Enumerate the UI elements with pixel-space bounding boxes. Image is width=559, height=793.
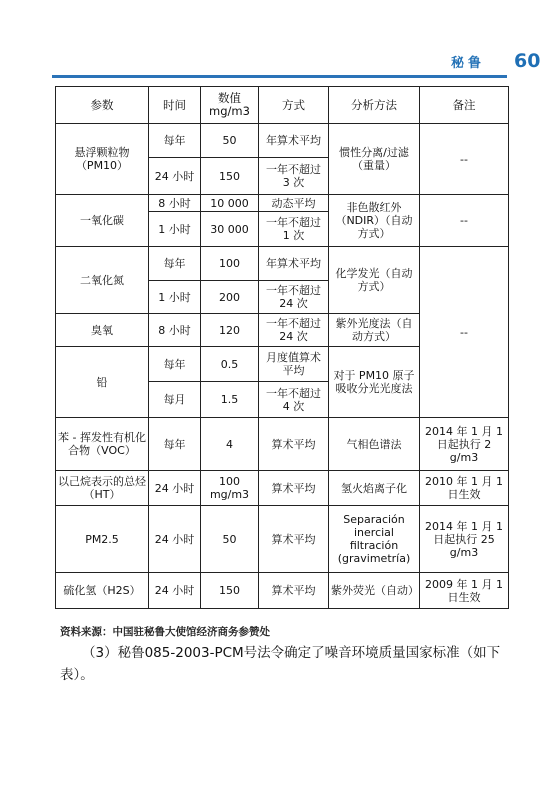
table-row xyxy=(56,471,509,506)
time-cell: 1 小时 xyxy=(149,281,201,314)
method-cell: 算术平均 xyxy=(259,471,329,506)
analysis-cell: 对于 PM10 原子吸收分光光度法 xyxy=(329,347,420,418)
col-header: 备注 xyxy=(420,87,509,124)
value-cell: 10 000 xyxy=(201,195,259,212)
analysis-cell: 紫外荧光（自动） xyxy=(329,573,420,609)
analysis-cell: Separación inercial filtración (gravimetría) xyxy=(329,506,420,573)
time-cell: 24 小时 xyxy=(149,506,201,573)
note-cell: 2009 年 1 月 1 日生效 xyxy=(420,573,509,609)
time-cell: 1 小时 xyxy=(149,212,201,247)
method-cell: 算术平均 xyxy=(259,573,329,609)
table-row xyxy=(56,506,509,573)
col-header: 方式 xyxy=(259,87,329,124)
table-row xyxy=(56,418,509,471)
time-cell: 每月 xyxy=(149,382,201,418)
param-cell: 以己烷表示的总烃（HT） xyxy=(56,471,149,506)
time-cell: 8 小时 xyxy=(149,195,201,212)
value-cell: 50 xyxy=(201,124,259,158)
param-cell: 悬浮颗粒物（PM10） xyxy=(56,124,149,195)
note-cell: -- xyxy=(420,247,509,418)
source-note: 资料来源：中国驻秘鲁大使馆经济商务参赞处 xyxy=(60,626,270,638)
param-cell: 硫化氢（H2S） xyxy=(56,573,149,609)
param-cell: 二氧化氮 xyxy=(56,247,149,314)
value-cell: 30 000 xyxy=(201,212,259,247)
value-cell: 120 xyxy=(201,314,259,347)
air-quality-standards-table xyxy=(55,86,509,609)
note-cell: 2010 年 1 月 1 日生效 xyxy=(420,471,509,506)
page-number: 60 xyxy=(514,50,541,72)
col-header: 数值mg/m3 xyxy=(201,87,259,124)
note-cell: 2014 年 1 月 1 日起执行 2 g/m3 xyxy=(420,418,509,471)
time-cell: 每年 xyxy=(149,247,201,281)
method-cell: 算术平均 xyxy=(259,506,329,573)
method-cell: 年算术平均 xyxy=(259,124,329,158)
note-cell: 2014 年 1 月 1 日起执行 25 g/m3 xyxy=(420,506,509,573)
time-cell: 每年 xyxy=(149,124,201,158)
value-cell: 1.5 xyxy=(201,382,259,418)
value-cell: 100 xyxy=(201,247,259,281)
time-cell: 24 小时 xyxy=(149,471,201,506)
value-cell: 150 xyxy=(201,158,259,195)
method-cell: 年算术平均 xyxy=(259,247,329,281)
value-cell: 4 xyxy=(201,418,259,471)
method-cell: 月度值算术平均 xyxy=(259,347,329,382)
header-title: 秘鲁 xyxy=(451,56,486,71)
method-cell: 一年不超过 3 次 xyxy=(259,158,329,195)
analysis-cell: 紫外光度法（自动方式） xyxy=(329,314,420,347)
table-row xyxy=(56,573,509,609)
header-rule xyxy=(52,75,507,78)
note-cell: -- xyxy=(420,124,509,195)
note-cell: -- xyxy=(420,195,509,247)
time-cell: 24 小时 xyxy=(149,158,201,195)
analysis-cell: 化学发光（自动方式） xyxy=(329,247,420,314)
param-cell: 臭氧 xyxy=(56,314,149,347)
param-cell: 铅 xyxy=(56,347,149,418)
table-row xyxy=(56,124,509,158)
col-header: 时间 xyxy=(149,87,201,124)
param-cell: 苯 - 挥发性有机化合物（VOC） xyxy=(56,418,149,471)
analysis-cell: 非色散红外（NDIR）（自动方式） xyxy=(329,195,420,247)
value-cell: 50 xyxy=(201,506,259,573)
value-cell: 0.5 xyxy=(201,347,259,382)
value-cell: 100 mg/m3 xyxy=(201,471,259,506)
method-cell: 动态平均 xyxy=(259,195,329,212)
time-cell: 24 小时 xyxy=(149,573,201,609)
analysis-cell: 气相色谱法 xyxy=(329,418,420,471)
method-cell: 一年不超过 1 次 xyxy=(259,212,329,247)
method-cell: 一年不超过 4 次 xyxy=(259,382,329,418)
method-cell: 算术平均 xyxy=(259,418,329,471)
value-cell: 150 xyxy=(201,573,259,609)
analysis-cell: 惯性分离/过滤（重量） xyxy=(329,124,420,195)
method-cell: 一年不超过 24 次 xyxy=(259,314,329,347)
time-cell: 每年 xyxy=(149,347,201,382)
method-cell: 一年不超过 24 次 xyxy=(259,281,329,314)
table-row xyxy=(56,195,509,212)
analysis-cell: 氢火焰离子化 xyxy=(329,471,420,506)
param-cell: 一氧化碳 xyxy=(56,195,149,247)
col-header: 分析方法 xyxy=(329,87,420,124)
param-cell: PM2.5 xyxy=(56,506,149,573)
body-paragraph: （3）秘鲁085-2003-PCM号法令确定了噪音环境质量国家标准（如下表）。 xyxy=(60,645,501,683)
time-cell: 每年 xyxy=(149,418,201,471)
col-header: 参数 xyxy=(56,87,149,124)
table-row xyxy=(56,247,509,281)
table-header-row xyxy=(56,87,509,124)
value-cell: 200 xyxy=(201,281,259,314)
time-cell: 8 小时 xyxy=(149,314,201,347)
